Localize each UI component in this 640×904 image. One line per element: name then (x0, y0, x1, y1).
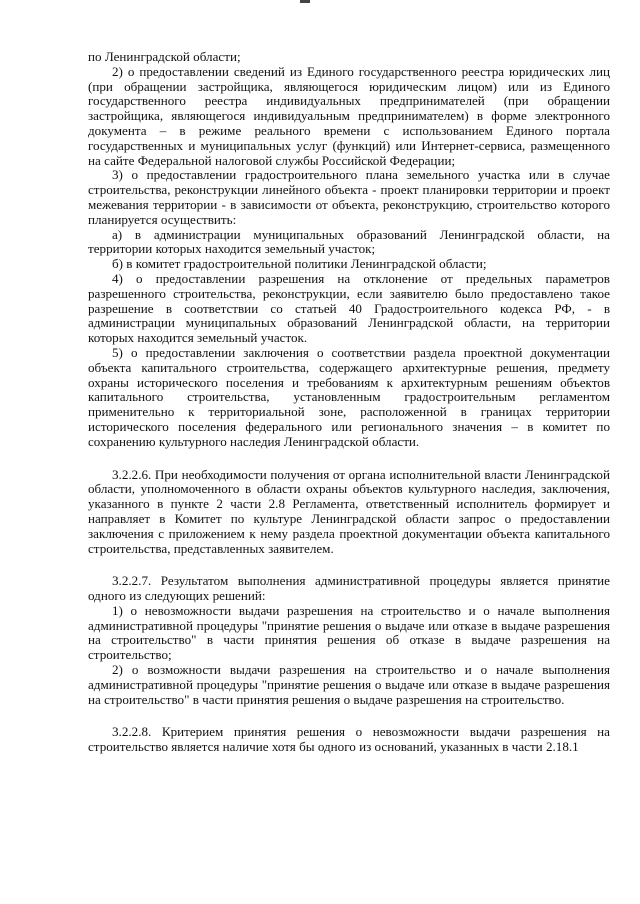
paragraph-item-5: 5) о предоставлении заключения о соответствии раздела проектной документации объекта капитального строительства, содержащего архитектурные решения, предмету охраны исторического поселения и требованиям к архитектурным решениям объектов капитального строительства, установленным градостроительным регламентом применительно к территориальной зоне, расположенной в границах территории исторического поселения федерального или регионального значения – в комитет по сохранению культурного наследия Ленинградской области. (88, 344, 610, 449)
paragraph-3-2-2-8: 3.2.2.8. Критерием принятия решения о невозможности выдачи разрешения на строительство является наличие хотя бы одного из оснований, указанных в части 2.18.1 (88, 724, 610, 755)
paragraph-3-2-2-7: 3.2.2.7. Результатом выполнения административной процедуры является принятие одного из следующих решений: (88, 573, 610, 604)
paragraph-3-2-2-6: 3.2.2.6. При необходимости получения от органа исполнительной власти Ленинградской области, уполномоченного в области охраны объектов культурного наследия, заключения, указанного в пункте 2 части 2.8 Регламента, ответственный исполнитель формирует и направляет в Комитет по культуре Ленинградской области запрос о предоставлении заключения с приложением к нему раздела проектной документации объекта капитального строительства, представленных заявителем. (88, 466, 610, 556)
paragraph-item-3: 3) о предоставлении градостроительного плана земельного участка или в случае строительства, реконструкции линейного объекта - проект планировки территории и проект межевания территории - в зависимости от объекта, реконструкцию, строительство которого планируется осуществить: (88, 167, 610, 227)
paragraph-item-2: 2) о предоставлении сведений из Единого государственного реестра юридических лиц (при обращении застройщика, являющегося юридическим лицом) или из Единого государственного реестра индивидуальных предпринимателей (при обращении застройщика, являющегося индивидуальным предпринимателем) в форме электронного документа – в режиме реального времени с использованием Единого портала государственных и муниципальных услуг (функций) или Интернет-сервиса, размещенного на сайте Федеральной налоговой службы Российской Федерации; (88, 63, 610, 168)
paragraph-decision-2: 2) о возможности выдачи разрешения на строительство и о начале выполнения административной процедуры "принятие решения о выдаче или отказе в выдаче разрешения на строительство" в части принятия решения о выдаче разрешения на строительство. (88, 662, 610, 707)
paragraph-item-3a: а) в администрации муниципальных образований Ленинградской области, на территории которых находится земельный участок; (88, 226, 610, 257)
scan-mark (300, 0, 310, 3)
paragraph-item-4: 4) о предоставлении разрешения на отклонение от предельных параметров разрешенного строительства, реконструкции, если заявителю было предоставлено такое разрешение в соответствии со статьей 40 Градостроительного кодекса РФ, - в администрации муниципальных образований Ленинградской области, на территории которых находится земельный участок. (88, 270, 610, 346)
paragraph-continuation: по Ленинградской области; (88, 49, 241, 64)
paragraph-item-3b: б) в комитет градостроительной политики Ленинградской области; (112, 256, 487, 272)
paragraph-decision-1: 1) о невозможности выдачи разрешения на строительство и о начале выполнения административной процедуры "принятие решения о выдаче или отказе в выдаче разрешения на строительство" в части принятия решения об отказе в выдаче разрешения на строительство; (88, 602, 610, 663)
